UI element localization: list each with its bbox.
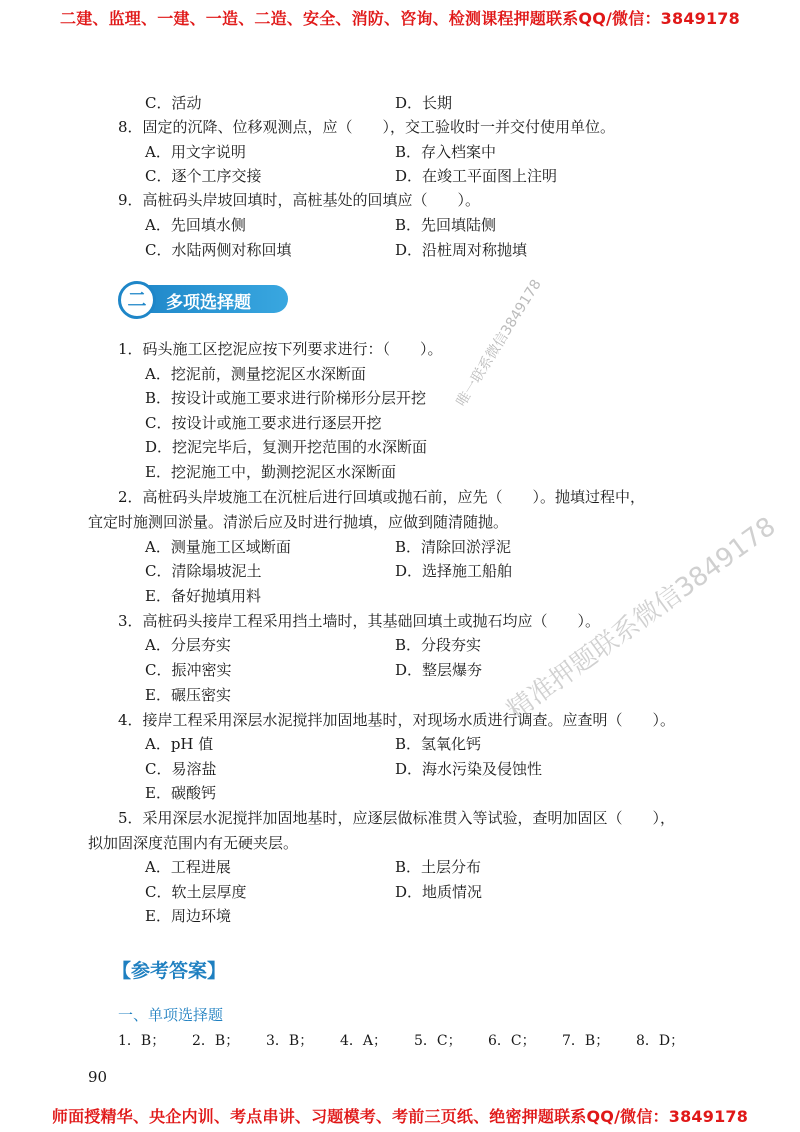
section-header-multi-choice: [118, 281, 290, 317]
mq4-option-a: A．pH 值: [145, 735, 214, 753]
answer-list: [118, 1030, 710, 1050]
mq3-option-a: A．分层夯实: [145, 636, 231, 654]
mq1-option-d: D．挖泥完毕后，复测开挖范围的水深断面: [145, 438, 428, 456]
mq5-stem-line1: 5．采用深层水泥搅拌加固地基时，应逐层做标准贯入等试验，查明加固区（ ），: [118, 809, 676, 827]
mq3-stem: 3．高桩码头接岸工程采用挡土墙时，其基础回填土或抛石均应（ ）。: [118, 612, 601, 630]
answer-8: 8．D；: [636, 1033, 685, 1049]
q8-option-c: C．逐个工序交接: [145, 167, 262, 185]
mq4-option-e: E．碳酸钙: [145, 784, 216, 802]
q9-option-a: A．先回填水侧: [145, 216, 246, 234]
mq3-option-d: D．整层爆夯: [395, 661, 483, 679]
single-choice-subsection: 一、单项选择题: [118, 1006, 224, 1024]
watermark-small: 唯一联系微信3849178: [453, 276, 545, 410]
mq2-option-d: D．选择施工船舶: [395, 562, 513, 580]
mq2-stem-line1: 2．高桩码头岸坡施工在沉桩后进行回填或抛石前，应先（ ）。抛填过程中，: [118, 488, 646, 506]
answer-2: 2．B；: [192, 1033, 240, 1049]
answer-3: 3．B；: [266, 1033, 314, 1049]
section-number-badge: 二: [118, 281, 156, 319]
mq3-option-c: C．振冲密实: [145, 661, 232, 679]
bottom-banner: 师面授精华、央企内训、考点串讲、习题模考、考前三页纸、绝密押题联系QQ/微信：3849178: [51, 1107, 749, 1126]
section-title: 多项选择题: [166, 293, 251, 313]
answer-4: 4．A；: [340, 1033, 388, 1049]
answer-5: 5．C；: [414, 1033, 462, 1049]
q8-stem: 8．固定的沉降、位移观测点，应（ ），交工验收时一并交付使用单位。: [118, 118, 616, 136]
mq5-option-a: A．工程进展: [145, 858, 231, 876]
mq1-stem: 1．码头施工区挖泥应按下列要求进行：（ ）。: [118, 340, 443, 358]
q9-option-d: D．沿桩周对称抛填: [395, 241, 528, 259]
mq1-option-c: C．按设计或施工要求进行逐层开挖: [145, 414, 382, 432]
mq2-stem-line2: 宜定时施测回淤量。清淤后应及时进行抛填，应做到随清随抛。: [88, 513, 509, 531]
mq4-option-d: D．海水污染及侵蚀性: [395, 760, 543, 778]
q9-option-b: B．先回填陆侧: [395, 216, 497, 234]
mq1-option-a: A．挖泥前，测量挖泥区水深断面: [145, 365, 366, 383]
mq5-stem-line2: 拟加固深度范围内有无硬夹层。: [88, 834, 299, 852]
mq5-option-e: E．周边环境: [145, 907, 231, 925]
mq4-stem: 4．接岸工程采用深层水泥搅拌加固地基时，对现场水质进行调查。应查明（ ）。: [118, 711, 676, 729]
mq1-option-e: E．挖泥施工中，勤测挖泥区水深断面: [145, 463, 396, 481]
watermark-large: 精准押题联系微信3849178: [501, 511, 782, 727]
q8-option-b: B．存入档案中: [395, 143, 497, 161]
mq5-option-c: C．软土层厚度: [145, 883, 247, 901]
mq2-option-b: B．清除回淤浮泥: [395, 538, 512, 556]
answer-7: 7．B；: [562, 1033, 610, 1049]
answer-1: 1．B；: [118, 1033, 166, 1049]
mq4-option-c: C．易溶盐: [145, 760, 217, 778]
q8-option-a: A．用文字说明: [145, 143, 246, 161]
mq3-option-e: E．碾压密实: [145, 686, 231, 704]
mq3-option-b: B．分段夯实: [395, 636, 482, 654]
mq2-option-e: E．备好抛填用料: [145, 587, 261, 605]
mq5-option-d: D．地质情况: [395, 883, 483, 901]
mq1-option-b: B．按设计或施工要求进行阶梯形分层开挖: [145, 389, 427, 407]
q9-option-c: C．水陆两侧对称回填: [145, 241, 292, 259]
reference-answers-title: 【参考答案】: [112, 960, 227, 982]
q7-option-c: C．活动: [145, 94, 202, 112]
answer-6: 6．C；: [488, 1033, 536, 1049]
page-number: 90: [88, 1068, 108, 1086]
q7-option-d: D．长期: [395, 94, 453, 112]
mq4-option-b: B．氢氧化钙: [395, 735, 482, 753]
q9-stem: 9．高桩码头岸坡回填时，高桩基处的回填应（ ）。: [118, 191, 481, 209]
top-banner: 二建、监理、一建、一造、二造、安全、消防、咨询、检测课程押题联系QQ/微信：3849178: [60, 9, 740, 28]
mq5-option-b: B．土层分布: [395, 858, 482, 876]
mq2-option-c: C．清除塌坡泥土: [145, 562, 262, 580]
q8-option-d: D．在竣工平面图上注明: [395, 167, 558, 185]
mq2-option-a: A．测量施工区域断面: [145, 538, 291, 556]
